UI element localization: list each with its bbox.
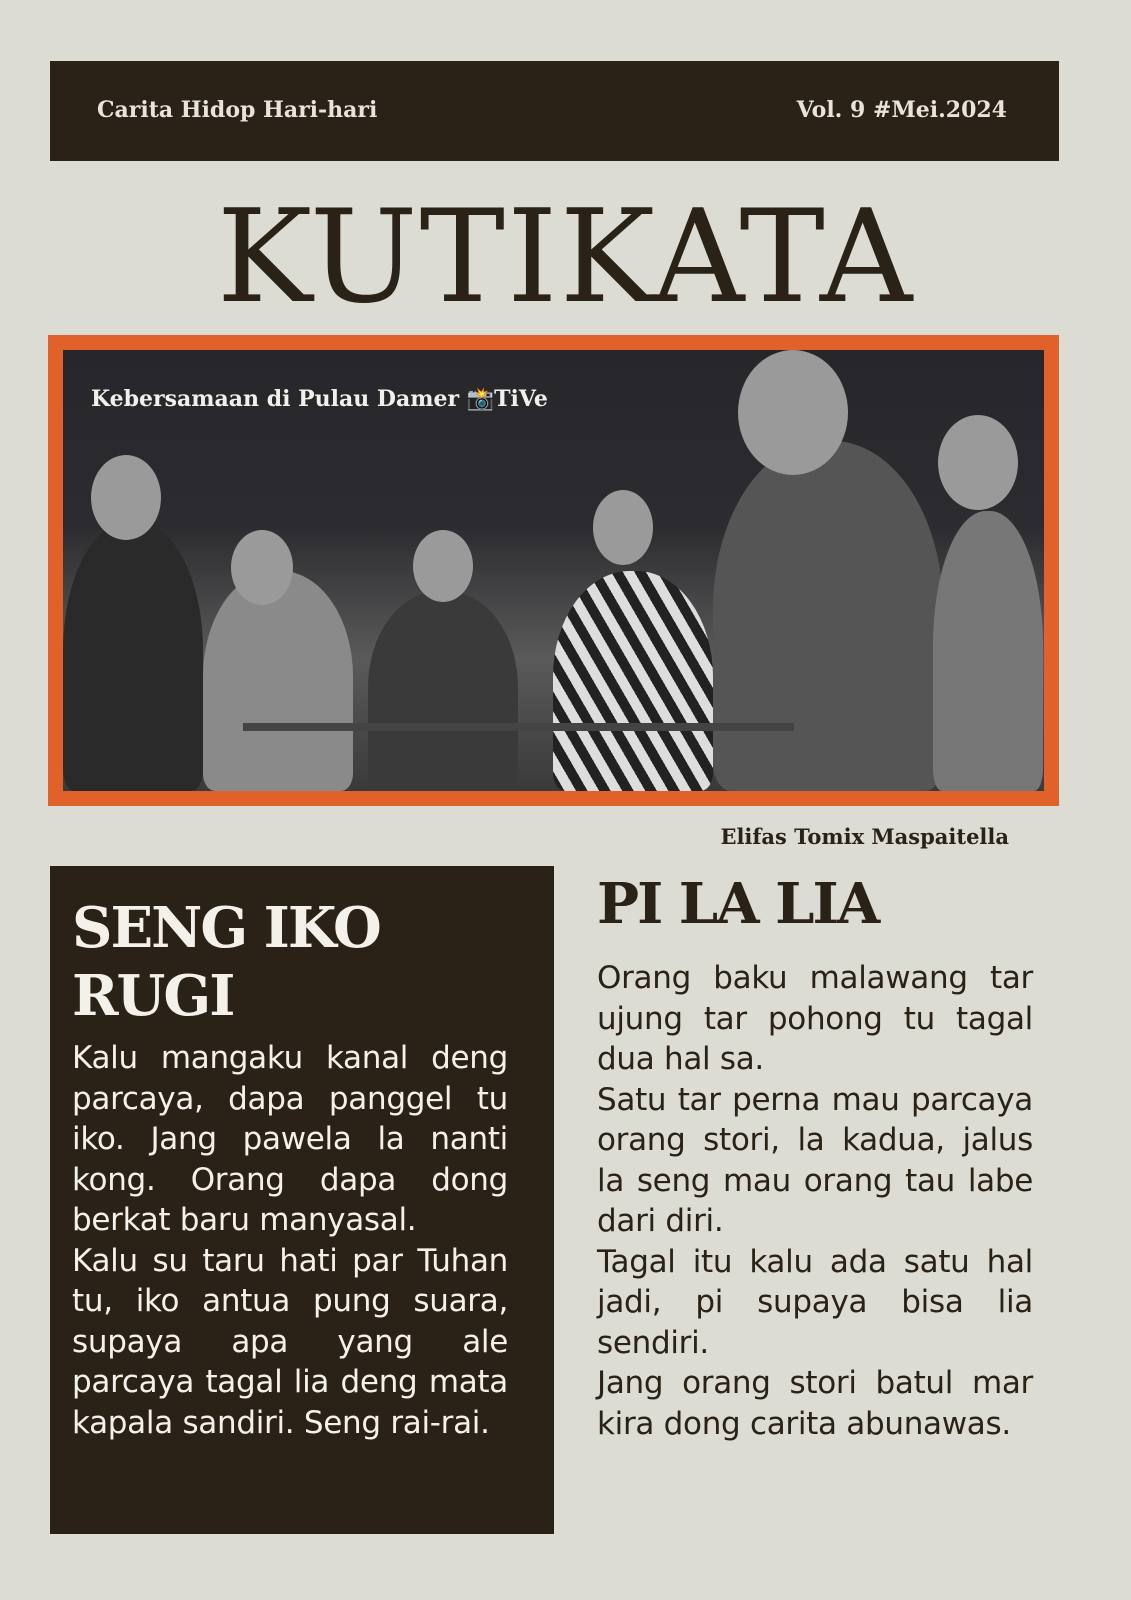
photo-caption: Kebersamaan di Pulau Damer 📸TiVe [91, 386, 548, 412]
issue-number: Vol. 9 #Mei.2024 [796, 97, 1007, 123]
paragraph: Kalu su taru hati par Tuhan tu, iko antua pung suara, supaya apa yang ale parcaya tagal lia deng mata kapala sandiri. Seng rai-rai. [72, 1242, 508, 1441]
left-article-heading: SENG IKO RUGI [72, 895, 380, 1029]
right-article [597, 870, 1033, 1444]
left-article [50, 866, 554, 1534]
photo-credit: Elifas Tomix Maspaitella [720, 824, 1009, 849]
photo-frame [48, 335, 1059, 806]
paragraph: Satu tar perna mau parcaya orang stori, la kadua, jalus la seng mau orang tau labe dari diri. [597, 1081, 1033, 1239]
group-photo [63, 350, 1044, 791]
right-article-heading: PI LA LIA [597, 871, 879, 937]
paragraph: Orang baku malawang tar ujung tar pohong tu tagal dua hal sa. [597, 960, 1033, 1077]
paragraph: Jang orang stori batul mar kira dong carita abunawas. [597, 1365, 1033, 1442]
series-name: Carita Hidop Hari-hari [97, 97, 378, 123]
header-bar [50, 61, 1059, 161]
paragraph: Tagal itu kalu ada satu hal jadi, pi supaya bisa lia sendiri. [597, 1243, 1033, 1361]
paragraph: Kalu mangaku kanal deng parcaya, dapa panggel tu iko. Jang pawela la nanti kong. Orang dapa dong berkat baru manyasal. [72, 1040, 508, 1238]
masthead-title: KUTIKATA [216, 183, 915, 332]
